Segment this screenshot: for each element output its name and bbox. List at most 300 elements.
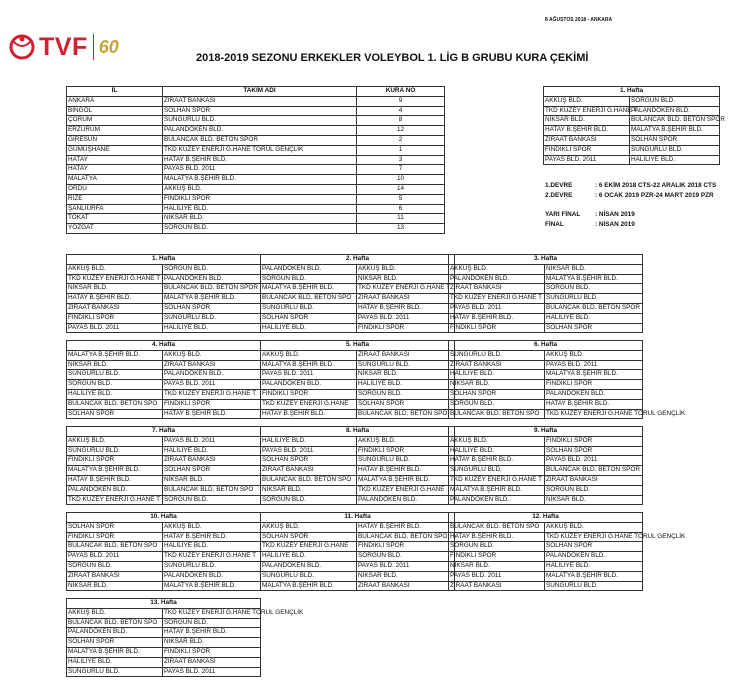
table-row [67,126,445,136]
away-team: BULANCAK BLD. BETON SPOR [630,116,720,126]
away-team: FINDIKLI SPOR [357,542,455,552]
week-fixture-table [66,340,261,419]
home-team: AKKUŞ BLD. [261,350,357,360]
away-team: SUNGURLU BLD. [545,581,643,591]
week-title: 2. Hafta [261,255,455,265]
home-team: TKD KUZEY ENERJİ G.HANE [261,399,357,409]
away-team: ZİRAAT BANKASI [163,360,261,370]
away-team: FINDIKLI SPOR [545,436,643,446]
away-team: SORGUN BLD. [357,389,455,399]
match-row [261,380,455,390]
draw-number-cell: 12 [357,126,445,136]
match-row [261,532,455,542]
week-title: 8. Hafta [261,427,455,437]
home-team: SUNGURLU BLD. [67,667,163,677]
note-value: : NİSAN 2019 [595,211,635,218]
week-title: 5. Hafta [261,341,455,351]
week-fixture-table [260,512,455,591]
match-row [67,380,261,390]
match-row [449,436,643,446]
home-team: PAYAS BLD. 2011 [67,323,163,333]
week-title-row [261,255,455,265]
city-cell: ŞANLIURFA [67,204,163,214]
match-row [261,360,455,370]
week-title: 1. Hafta [544,87,720,97]
match-row [67,532,261,542]
match-row [449,552,643,562]
city-cell: GÜMÜŞHANE [67,145,163,155]
match-row [449,495,643,505]
week-title-row [449,341,643,351]
table-row [67,214,445,224]
match-row [261,475,455,485]
table-row [67,204,445,214]
home-team: MALATYA B.ŞEHİR BLD. [449,485,545,495]
home-team: NİKSAR BLD. [449,380,545,390]
week-title-row [261,427,455,437]
home-team: SOLHAN SPOR [261,532,357,542]
city-cell: ERZURUM [67,126,163,136]
match-row [449,294,643,304]
away-team: PALANDÖKEN BLD. [630,106,720,116]
table-row [67,194,445,204]
logo-divider [93,34,94,60]
away-team: ZİRAAT BANKASI [357,581,455,591]
away-team: SOLHAN SPOR [545,542,643,552]
draw-table-header [67,87,445,97]
match-row [449,475,643,485]
week-fixture-table [448,340,686,419]
home-team: TKD KUZEY ENERJİ G.HANE T [449,294,545,304]
match-row [261,399,455,409]
week-title: 4. Hafta [67,341,261,351]
home-team: PAYAS BLD. 2011 [261,446,357,456]
match-row [449,522,643,532]
match-row [67,323,261,333]
home-team: NİKSAR BLD. [544,116,630,126]
week-title-row [67,513,261,523]
away-team: HALİLİYE BLD. [545,561,643,571]
match-row [67,399,261,409]
home-team: HATAY B.ŞEHİR BLD. [449,532,545,542]
away-team: BULANCAK BLD. BETON SPO [357,409,455,419]
match-row [449,303,643,313]
week-fixture-table [448,254,643,333]
city-cell: YOZGAT [67,224,163,234]
home-team: SOLHAN SPOR [449,389,545,399]
away-team: AKKUŞ BLD. [545,350,643,360]
home-team: PALANDÖKEN BLD. [67,485,163,495]
home-team: PALANDÖKEN BLD. [261,264,357,274]
home-team: PALANDÖKEN BLD. [261,380,357,390]
draw-number-cell: 6 [357,204,445,214]
table-row [67,155,445,165]
table-row [67,106,445,116]
week-title: 9. Hafta [449,427,643,437]
match-row [261,323,455,333]
match-row [67,571,261,581]
away-team: PALANDÖKEN BLD. [545,389,643,399]
away-team: NİKSAR BLD. [545,495,643,505]
home-team: NİKSAR BLD. [67,360,163,370]
match-row [261,409,455,419]
home-team: BULANCAK BLD. BETON SPO [449,522,545,532]
home-team: PAYAS BLD. 2011 [449,303,545,313]
match-row [261,456,455,466]
match-row [449,350,643,360]
home-team: AKKUŞ BLD. [449,436,545,446]
match-row [67,360,261,370]
match-row [261,274,455,284]
away-team: MALATYA B.ŞEHİR BLD. [545,274,643,284]
team-cell: SORGUN BLD. [163,224,357,234]
away-team: FINDIKLI SPOR [545,380,643,390]
away-team: MALATYA B.ŞEHİR BLD. [545,370,643,380]
city-cell: RİZE [67,194,163,204]
week-fixture-table [66,598,304,677]
away-team: NİKSAR BLD. [163,638,261,648]
away-team: HALİLİYE BLD. [163,323,261,333]
away-team: BULANCAK BLD. BETON SPO [163,485,261,495]
away-team: MALATYA B.ŞEHİR BLD. [545,571,643,581]
match-row [449,274,643,284]
away-team: SORGUN BLD. [163,495,261,505]
home-team: FINDIKLI SPOR [449,552,545,562]
week-fixture-table [66,512,261,591]
table-row [67,165,445,175]
away-team: SUNGURLU BLD. [163,313,261,323]
home-team: ZİRAAT BANKASI [544,135,630,145]
home-team: FINDIKLI SPOR [67,532,163,542]
city-cell: TOKAT [67,214,163,224]
match-row [261,466,455,476]
team-cell: PAYAS BLD. 2011 [163,165,357,175]
home-team: SUNGURLU BLD. [67,446,163,456]
match-row [449,409,643,419]
match-row [261,495,455,505]
home-team: NİKSAR BLD. [67,284,163,294]
week-title-row [67,599,261,609]
away-team: SORGUN BLD. [630,96,720,106]
away-team: PAYAS BLD. 2011 [357,561,455,571]
match-row [449,264,643,274]
away-team: NİKSAR BLD. [163,475,261,485]
match-row [67,313,261,323]
team-cell: BULANCAK BLD. BETON SPOR [163,135,357,145]
away-team: PALANDÖKEN BLD. [163,370,261,380]
match-row [261,581,455,591]
home-team: SOLHAN SPOR [67,638,163,648]
week-title: 3. Hafta [449,255,643,265]
week-title-row [544,87,720,97]
match-row [67,542,261,552]
away-team: TKD KUZEY ENERJİ G.HANE TORUL GENÇLİK [545,532,643,542]
team-cell: HATAY B.ŞEHİR BLD. [163,155,357,165]
match-row [544,106,720,116]
week-fixture-table [66,254,261,333]
away-team: SUNGURLU BLD. [545,294,643,304]
week-title-row [67,255,261,265]
note-value: : NİSAN 2019 [595,221,635,228]
week-title-row [67,341,261,351]
match-row [67,264,261,274]
match-row [67,446,261,456]
away-team: HALİLİYE BLD. [545,313,643,323]
home-team: PAYAS BLD. 2011 [544,155,630,165]
home-team: AKKUŞ BLD. [261,522,357,532]
table-row [67,135,445,145]
match-row [67,389,261,399]
week-title-row [449,255,643,265]
home-team: AKKUŞ BLD. [544,96,630,106]
city-cell: ANKARA [67,96,163,106]
home-team: FINDIKLI SPOR [544,145,630,155]
match-row [544,155,720,165]
away-team: TKD KUZEY ENERJİ G.HANE [357,485,455,495]
away-team: TKD KUZEY ENERJİ G.HANE T [163,552,261,562]
match-row [67,657,261,667]
city-cell: HATAY [67,155,163,165]
home-team: PAYAS BLD. 2011 [261,370,357,380]
home-team: HATAY B.ŞEHİR BLD. [544,126,630,136]
team-cell: SUNGURLU BLD. [163,116,357,126]
schedule-note [545,181,716,191]
away-team: HATAY B.ŞEHİR BLD. [357,466,455,476]
match-row [67,284,261,294]
match-row [449,370,643,380]
week-title: 7. Hafta [67,427,261,437]
match-row [67,647,261,657]
match-row [449,581,643,591]
home-team: HALİLİYE BLD. [67,657,163,667]
away-team: SOLHAN SPOR [357,399,455,409]
week-title-row [449,513,643,523]
match-row [449,399,643,409]
home-team: HALİLİYE BLD. [261,552,357,562]
home-team: ZİRAAT BANKASI [67,571,163,581]
home-team: MALATYA B.ŞEHİR BLD. [67,466,163,476]
match-row [261,522,455,532]
home-team: TKD KUZEY ENERJİ G.HANE T [67,495,163,505]
team-cell: SOLHAN SPOR [163,106,357,116]
home-team: TKD KUZEY ENERJİ G.HANE [261,542,357,552]
away-team: PAYAS BLD. 2011 [163,436,261,446]
home-team: HALİLİYE BLD. [261,323,357,333]
home-team: PALANDÖKEN BLD. [261,561,357,571]
away-team: SOLHAN SPOR [163,466,261,476]
away-team: AKKUŞ BLD. [163,522,261,532]
week-fixture-table [260,254,455,333]
away-team: HATAY B.ŞEHİR BLD. [545,399,643,409]
away-team: AKKUŞ BLD. [357,264,455,274]
match-row [67,561,261,571]
away-team: PAYAS BLD. 2011 [357,313,455,323]
note-value: : 6 OCAK 2019 PZR-24 MART 2019 PZR [595,192,714,199]
week-title-row [261,513,455,523]
away-team: BULANCAK BLD. BETON SPOR [545,466,643,476]
home-team: FINDIKLI SPOR [449,323,545,333]
home-team: FINDIKLI SPOR [67,456,163,466]
week-title: 6. Hafta [449,341,643,351]
home-team: SOLHAN SPOR [67,522,163,532]
week-title: 10. Hafta [67,513,261,523]
draw-number-cell: 13 [357,224,445,234]
schedule-note [545,191,716,201]
match-row [261,389,455,399]
match-row [261,571,455,581]
home-team: PAYAS BLD. 2011 [67,552,163,562]
city-cell: BİNGÖL [67,106,163,116]
away-team: HALİLİYE BLD. [357,380,455,390]
home-team: HATAY B.ŞEHİR BLD. [449,313,545,323]
away-team: HALİLİYE BLD. [630,155,720,165]
home-team: MALATYA B.ŞEHİR BLD. [261,284,357,294]
match-row [449,360,643,370]
match-row [449,542,643,552]
team-cell: PALANDÖKEN BLD. [163,126,357,136]
home-team: AKKUŞ BLD. [67,436,163,446]
home-team: HATAY B.ŞEHİR BLD. [67,475,163,485]
home-team: AKKUŞ BLD. [67,608,163,618]
match-row [67,618,261,628]
match-row [449,389,643,399]
draw-number-cell: 11 [357,214,445,224]
away-team: PALANDÖKEN BLD. [163,571,261,581]
away-team: ZİRAAT BANKASI [357,350,455,360]
week-fixture-table [66,426,261,505]
match-row [67,485,261,495]
away-team: HATAY B.ŞEHİR BLD. [357,522,455,532]
away-team: TKD KUZEY ENERJİ G.HANE TORUL GENÇLİK [163,608,261,618]
away-team: SOLHAN SPOR [163,303,261,313]
away-team: NİKSAR BLD. [357,370,455,380]
match-row [67,667,261,677]
match-row [449,380,643,390]
tvf-logo [8,30,119,64]
home-team: SUNGURLU BLD. [261,571,357,581]
match-row [261,284,455,294]
match-row [67,522,261,532]
table-row [67,175,445,185]
match-row [67,466,261,476]
home-team: NİKSAR BLD. [449,561,545,571]
week-fixture-table [260,340,455,419]
schedule-notes [545,181,716,230]
match-row [67,475,261,485]
match-row [449,456,643,466]
home-team: ZİRAAT BANKASI [449,284,545,294]
away-team: NİKSAR BLD. [357,571,455,581]
away-team: SORGUN BLD. [163,618,261,628]
match-row [261,542,455,552]
team-cell: TKD KUZEY ENERJİ G.HANE TORUL GENÇLİK [163,145,357,155]
match-row [67,303,261,313]
match-row [449,485,643,495]
home-team: SOLHAN SPOR [261,456,357,466]
table-row [67,145,445,155]
home-team: SORGUN BLD. [449,399,545,409]
team-cell: AKKUŞ BLD. [163,184,357,194]
home-team: BULANCAK BLD. BETON SPO [67,542,163,552]
away-team: NİKSAR BLD. [545,264,643,274]
match-row [67,350,261,360]
away-team: ZİRAAT BANKASI [357,294,455,304]
away-team: PAYAS BLD. 2011 [163,380,261,390]
city-cell: ORDU [67,184,163,194]
away-team: HATAY B.ŞEHİR BLD. [163,628,261,638]
home-team: HALİLİYE BLD. [449,446,545,456]
home-team: SUNGURLU BLD. [261,303,357,313]
draw-number-cell: 8 [357,116,445,126]
note-label: FİNAL [545,221,564,228]
match-row [449,571,643,581]
match-row [261,294,455,304]
home-team: BULANCAK BLD. BETON SPO [449,409,545,419]
away-team: HATAY B.ŞEHİR BLD. [163,532,261,542]
home-team: HATAY B.ŞEHİR BLD. [67,294,163,304]
column-header: TAKIM ADI [163,87,357,97]
note-value: : 6 EKİM 2018 CTS-22 ARALIK 2018 CTS [595,182,717,189]
home-team: SUNGURLU BLD. [449,466,545,476]
week1-summary-table [543,86,725,165]
match-row [449,323,643,333]
schedule-note [545,210,716,220]
away-team: SUNGURLU BLD. [357,360,455,370]
home-team: AKKUŞ BLD. [449,264,545,274]
away-team: PAYAS BLD. 2011 [545,360,643,370]
volleyball-federation-emblem-icon [8,33,36,61]
column-header: İL [67,87,163,97]
away-team: FINDIKLI SPOR [357,323,455,333]
home-team: HATAY B.ŞEHİR BLD. [449,456,545,466]
table-row [67,116,445,126]
home-team: PALANDÖKEN BLD. [449,274,545,284]
match-row [449,446,643,456]
home-team: SUNGURLU BLD. [67,370,163,380]
home-team: PAYAS BLD. 2011 [449,571,545,581]
home-team: NİKSAR BLD. [67,581,163,591]
week-title-row [67,427,261,437]
home-team: SORGUN BLD. [449,542,545,552]
week-title: 13. Hafta [67,599,261,609]
week-title: 11. Hafta [261,513,455,523]
match-row [544,96,720,106]
away-team: BULANCAK BLD. BETON SPOR [163,284,261,294]
draw-number-cell: 9 [357,96,445,106]
match-row [67,608,261,618]
match-row [544,135,720,145]
table-row [67,184,445,194]
match-row [67,274,261,284]
home-team: TKD KUZEY ENERJİ G.HANE T [67,274,163,284]
away-team: TKD KUZEY ENERJİ G.HANE TORUL GENÇLİK [545,409,643,419]
match-row [67,581,261,591]
away-team: SORGUN BLD. [545,284,643,294]
match-row [261,264,455,274]
city-cell: HATAY [67,165,163,175]
city-cell: ÇORUM [67,116,163,126]
away-team: AKKUŞ BLD. [357,436,455,446]
match-row [544,126,720,136]
draw-number-cell: 7 [357,165,445,175]
home-team: TKD KUZEY ENERJİ G.HANE T [449,475,545,485]
page-title: 2018-2019 SEZONU ERKEKLER VOLEYBOL 1. LİG B GRUBU KURA ÇEKİMİ [196,52,589,64]
week-fixture-table [260,426,455,505]
away-team: PALANDÖKEN BLD. [163,274,261,284]
match-row [261,552,455,562]
away-team: ZİRAAT BANKASI [163,456,261,466]
away-team: BULANCAK BLD. BETON SPOR [545,303,643,313]
